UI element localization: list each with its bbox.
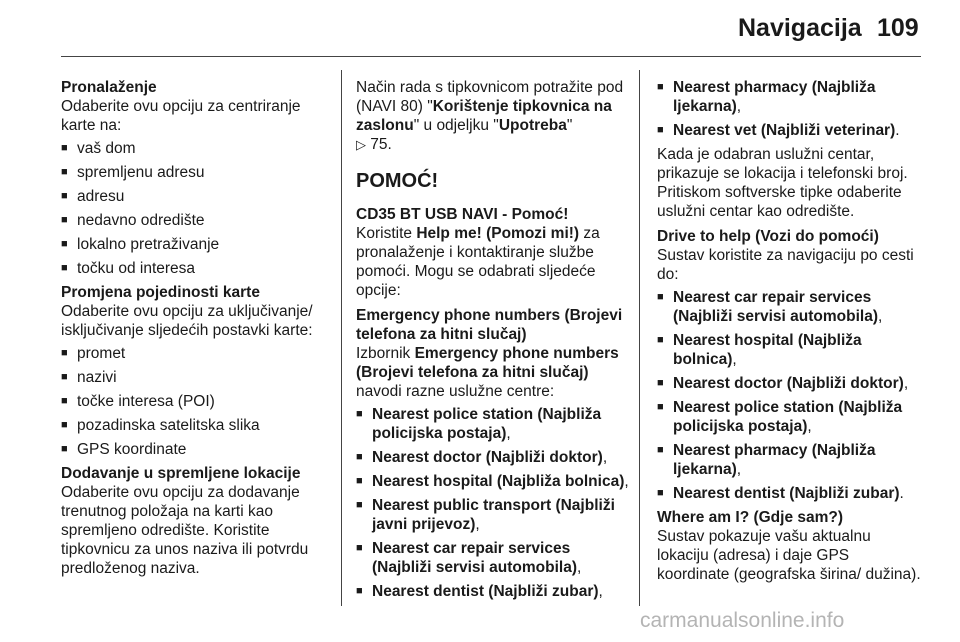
list-item: ■ vaš dom [61, 139, 333, 158]
text-run: Koristite [356, 225, 417, 242]
list-item-text: Nearest dentist (Najbliži zubar) [673, 485, 900, 502]
section-heading-promjena: Promjena pojedinosti karte [61, 284, 260, 301]
text-run: " u odjeljku " [413, 117, 499, 134]
text-run: " [566, 117, 573, 134]
page-header-title: Navigacija [738, 14, 862, 42]
list-item: ■ Nearest police station (Najbliža policijska postaja), [657, 398, 925, 436]
bullet-list [657, 78, 925, 140]
list-item-text: Nearest doctor (Najbliži doktor) [673, 375, 904, 392]
section-heading-dodavanje: Dodavanje u spremljene lokacije [61, 465, 301, 482]
list-item: ■ GPS koordinate [61, 440, 333, 459]
list-item: ■ Nearest dentist (Najbliži zubar), [356, 582, 630, 601]
list-item: ■ adresu [61, 187, 333, 206]
section-text: Odaberite ovu opciju za uključivanje/ isključivanje sljedećih postavki karte: [61, 303, 313, 339]
section-heading-where-am-i: Where am I? (Gdje sam?) [657, 509, 844, 526]
column-divider-2 [639, 70, 640, 606]
list-item: ■ točke interesa (POI) [61, 392, 333, 411]
text-run: Način rada s tipkovnicom potražite pod (NAVI 80) " [356, 79, 624, 115]
list-item: ■ spremljenu adresu [61, 163, 333, 182]
list-item: ■ Nearest public transport (Najbliži javni prijevoz), [356, 496, 630, 534]
list-item: ■ lokalno pretraživanje [61, 235, 333, 254]
section-text: Sustav pokazuje vašu aktualnu lokaciju (adresa) i daje GPS koordinate (geografska širina/ dužina). [657, 528, 921, 583]
header-divider [61, 56, 921, 57]
list-item: ■ Nearest hospital (Najbliža bolnica), [657, 331, 925, 369]
list-item: ■ Nearest car repair services (Najbliži servisi automobila), [356, 539, 630, 577]
section-text: Sustav koristite za navigaciju po cesti do: [657, 247, 914, 283]
text-run: navodi razne uslužne centre: [356, 383, 555, 400]
sub-heading: Emergency phone numbers (Brojevi telefona za hitni slučaj) [356, 307, 623, 343]
text-run-bold: Help me! (Pomozi mi!) [416, 225, 580, 242]
emergency-text [356, 344, 630, 401]
bullet-list [61, 344, 333, 459]
list-item-text: Nearest dentist (Najbliži zubar) [372, 583, 599, 600]
list-item: ■ Nearest hospital (Najbliža bolnica), [356, 472, 630, 491]
section-text: Kada je odabran uslužni centar, prikazuje se lokacija i telefonski broj. Pritiskom softverske tipke odaberite uslužni centar kao odredište. [657, 146, 908, 220]
bullet-list [356, 405, 630, 601]
list-item: ■ Nearest pharmacy (Najbliža ljekarna), [657, 441, 925, 479]
list-item: ■ Nearest vet (Najbliži veterinar). [657, 121, 925, 140]
list-item: ■ Nearest doctor (Najbliži doktor), [356, 448, 630, 467]
list-item: ■ Nearest dentist (Najbliži zubar). [657, 484, 925, 503]
section-title-pomoc: POMOĆ! [356, 170, 439, 192]
list-item: ■ točku od interesa [61, 259, 333, 278]
section-text: Odaberite ovu opciju za dodavanje trenutnog položaja na karti kao spremljeno odredište. Koristite tipkovnicu za unos naziva ili potvrdu predloženog naziva. [61, 484, 309, 577]
list-item: ■ Nearest doctor (Najbliži doktor), [657, 374, 925, 393]
section-heading-pronalazenje: Pronalaženje [61, 79, 157, 96]
list-item-text: Nearest hospital (Najbliža bolnica) [372, 473, 625, 490]
column-2 [356, 78, 630, 606]
section-heading-drive-to-help: Drive to help (Vozi do pomoći) [657, 228, 879, 245]
list-item-text: Nearest hospital (Najbliža bolnica) [673, 332, 862, 368]
bullet-list [61, 139, 333, 278]
list-item-text: Nearest pharmacy (Najbliža ljekarna) [673, 79, 876, 115]
list-item-text: Nearest police station (Najbliža policijska postaja) [372, 406, 602, 442]
column-1 [61, 78, 333, 578]
list-item: ■ pozadinska satelitska slika [61, 416, 333, 435]
list-item-text: Nearest car repair services (Najbliži servisi automobila) [673, 289, 878, 325]
list-item-text: Nearest car repair services (Najbliži servisi automobila) [372, 540, 577, 576]
list-item: ■ promet [61, 344, 333, 363]
list-item: ■ Nearest pharmacy (Najbliža ljekarna), [657, 78, 925, 116]
page-number: 109 [877, 14, 919, 42]
bullet-list [657, 288, 925, 503]
text-run: za pronalaženje i kontaktiranje službe pomoći. Mogu se odabrati sljedeće opcije: [356, 225, 600, 299]
text-run-bold: Emergency phone numbers (Brojevi telefona za hitni slučaj) [356, 345, 619, 381]
text-run-bold: Upotreba [498, 117, 567, 134]
list-item-text: Nearest vet (Najbliži veterinar) [673, 122, 896, 139]
list-item-text: Nearest police station (Najbliža policijska postaja) [673, 399, 903, 435]
text-run: Izbornik [356, 345, 415, 362]
column-3 [657, 78, 925, 584]
sub-heading: CD35 BT USB NAVI - Pomoć! [356, 206, 569, 223]
help-text [356, 224, 630, 300]
list-item-text: Nearest doctor (Najbliži doktor) [372, 449, 603, 466]
page-reference-icon: ▷ [356, 138, 366, 153]
section-text: Odaberite ovu opciju za centriranje karte na: [61, 98, 301, 134]
list-item: ■ Nearest police station (Najbliža policijska postaja), [356, 405, 630, 443]
text-run-bold: Korištenje tipkovnica na zaslonu [356, 98, 612, 134]
page-reference: 75. [366, 136, 392, 153]
keyboard-reference-text [356, 78, 630, 155]
list-item-text: Nearest public transport (Najbliži javni prijevoz) [372, 497, 615, 533]
list-item: ■ nedavno odredište [61, 211, 333, 230]
watermark: carmanualsonline.info [640, 609, 845, 632]
list-item-text: Nearest pharmacy (Najbliža ljekarna) [673, 442, 876, 478]
list-item: ■ nazivi [61, 368, 333, 387]
column-divider-1 [341, 70, 342, 606]
list-item: ■ Nearest car repair services (Najbliži servisi automobila), [657, 288, 925, 326]
